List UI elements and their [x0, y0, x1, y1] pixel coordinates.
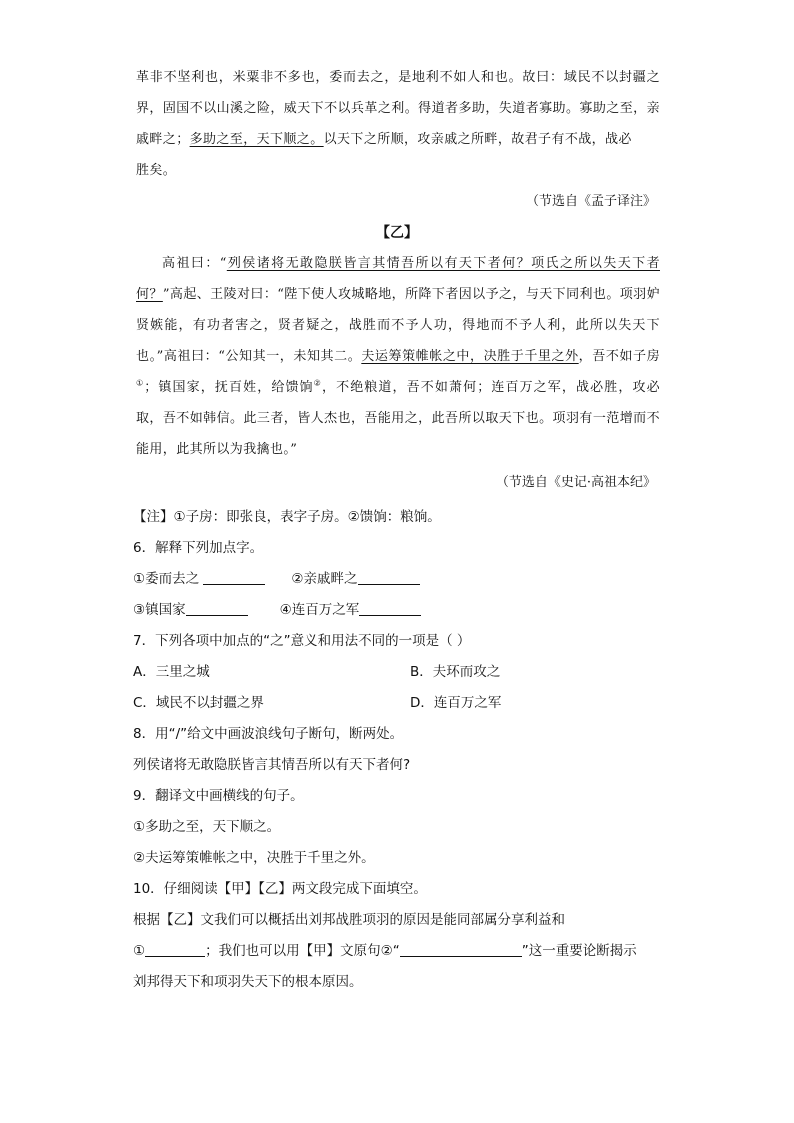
q10-marker-1: ①	[133, 943, 146, 959]
q9-item-1: ①多助之至，天下顺之。	[133, 819, 281, 835]
yi-text-1: 高祖曰：“	[162, 256, 227, 271]
q6-blank-3[interactable]	[186, 601, 248, 616]
footnote: 【注】①子房：即张良，表字子房。②馈饷：粮饷。	[133, 509, 441, 525]
jia-line-3b: 以天下之所顺，攻亲戚之所畔，故君子有不战，战必	[323, 132, 632, 147]
footnote-marker-1: ①	[136, 378, 145, 388]
q10-blank-1[interactable]	[145, 942, 205, 957]
question-6-title: 6．解释下列加点字。	[133, 540, 264, 556]
passage-jia	[136, 62, 660, 186]
jia-line-1: 革非不坚利也，米粟非不多也，委而去之，是地利不如人和也。故曰：域民不以封疆之	[136, 70, 660, 85]
jia-line-2: 界，固国不以山溪之险，威天下不以兵革之利。得道者多助，失道者寡助。寡助之至，	[136, 101, 647, 116]
q6-item-1: ①委而去之	[133, 571, 200, 587]
q6-item-3: ③镇国家	[133, 602, 186, 618]
q6-blank-1[interactable]	[203, 570, 265, 585]
yi-text-5: ，不绝粮道，吾不如萧何；连百万之军，战必胜，攻必取，吾不如韩信。此三者，皆人杰也，吾能用之，此吾所以取天下也。项羽有一范增而不能用，此其所以为我擒也。”	[136, 380, 660, 457]
yi-underlined-sentence: 夫运筹策帷帐之中，决胜于千里之外	[361, 349, 579, 364]
q10-blank-2[interactable]	[400, 942, 522, 957]
q10-text-3: ”这一重要论断揭示	[521, 943, 637, 959]
yi-wavy-sentence-2: 何？	[136, 287, 163, 302]
question-6-row-1	[133, 567, 420, 587]
yi-text-4: ；镇国家，抚百姓，给馈饷	[144, 380, 314, 395]
q6-item-2: ②亲戚畔之	[291, 571, 358, 587]
question-9-title: 9．翻译文中画横线的句子。	[133, 788, 304, 804]
jia-line-3a: 亲戚畔之；	[136, 101, 660, 147]
q6-blank-4[interactable]	[359, 601, 421, 616]
question-6-row-2	[133, 598, 421, 618]
source-mencius: （节选自《孟子译注》	[525, 194, 656, 209]
q10-text-2: ；我们也可以用【甲】文原句②“	[205, 943, 400, 959]
question-7-title: 7．下列各项中加点的“之”意义和用法不同的一项是（ ）	[133, 633, 471, 649]
passage-yi	[136, 248, 660, 465]
question-10-title: 10．仔细阅读【甲】【乙】两文段完成下面填空。	[133, 881, 427, 897]
yi-wavy-sentence-1: 列侯诸将无敢隐朕皆言其情吾所以有天下者何？项氏之所以失天下者	[226, 256, 660, 271]
source-shiji: （节选自《史记·高祖本纪》	[495, 475, 656, 490]
q7-option-b[interactable]: B．夫环而攻之	[410, 664, 501, 680]
q6-item-4: ④连百万之军	[279, 602, 360, 618]
q10-line-1: 根据【乙】文我们可以概括出刘邦战胜项羽的原因是能同部属分享利益和	[133, 912, 565, 928]
q7-option-d[interactable]: D．连百万之军	[410, 695, 502, 711]
q9-item-2: ②夫运筹策帷帐之中，决胜于千里之外。	[133, 850, 375, 866]
q10-line-2	[133, 939, 637, 959]
yi-text-3: ，吾不如子房	[578, 349, 660, 364]
question-8-title: 8．用“/”给文中画波浪线句子断句，断两处。	[133, 726, 404, 742]
jia-line-4: 胜矣。	[136, 163, 177, 178]
footnote-marker-2: ②	[313, 378, 322, 388]
q7-option-a[interactable]: A．三里之城	[133, 664, 210, 680]
heading-yi: 【乙】	[376, 225, 418, 241]
yi-text-2: ”高起、王陵对曰：“陛下使人攻城略地，所降下者因以予之，与天下同利也。项羽妒贤嫉能，有功者害之，贤者疑之，战胜而不予人功，得地而不予人利，此所以失天下也。”高祖曰：“公知其一，未知其二。	[136, 287, 660, 364]
q7-option-c[interactable]: C．域民不以封疆之界	[133, 695, 264, 711]
q6-blank-2[interactable]	[358, 570, 420, 585]
q10-line-3: 刘邦得天下和项羽失天下的根本原因。	[133, 974, 363, 990]
q8-sentence: 列侯诸将无敢隐朕皆言其情吾所以有天下者何?	[133, 757, 411, 773]
jia-underlined-sentence: 多助之至，天下顺之。	[189, 132, 324, 147]
